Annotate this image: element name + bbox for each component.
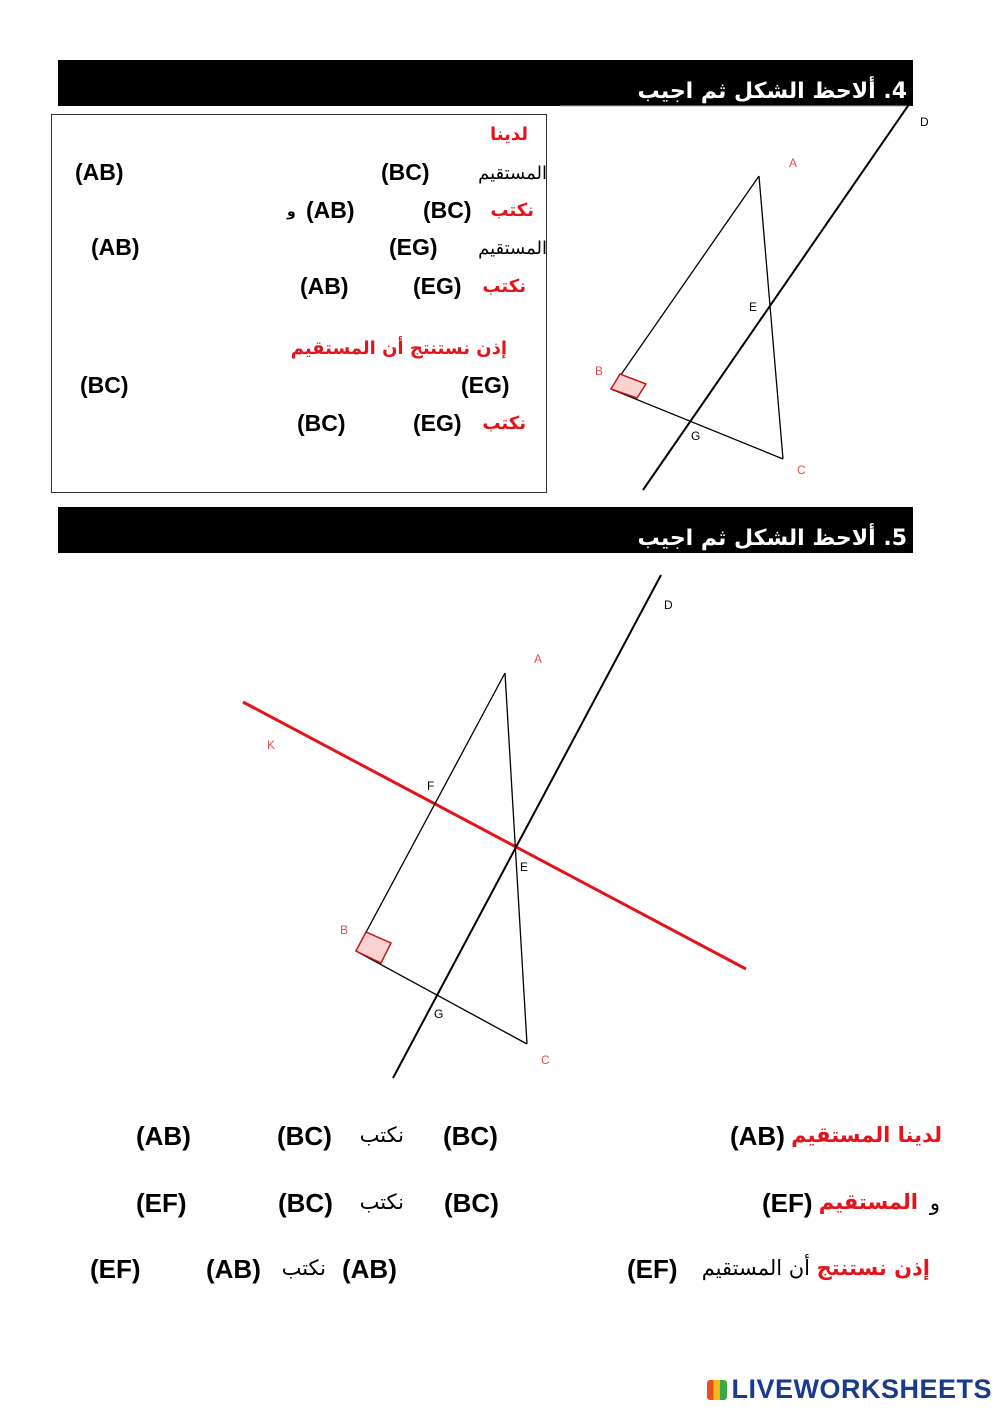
figure5-label-a: A	[534, 652, 543, 666]
figure5-label-g: G	[434, 1007, 444, 1021]
write3-word: نكتب	[482, 413, 526, 434]
line1-word: المستقيم	[478, 163, 547, 184]
figure4-label-c: C	[797, 463, 806, 477]
row2-b: (BC)	[444, 1188, 499, 1218]
write2-b: (AB)	[300, 273, 349, 299]
row2-lead: المستقيم	[818, 1190, 918, 1214]
section5-figure	[240, 570, 760, 1082]
figure4-right-angle-mark	[611, 374, 646, 398]
figure4-segment-bc	[611, 389, 783, 459]
figure5-line-d	[393, 575, 661, 1078]
figure5-label-c: C	[541, 1053, 550, 1067]
row3-lead: إذن نستنتج	[816, 1256, 930, 1280]
row3-write: نكتب	[281, 1256, 326, 1280]
figure4-label-e: E	[749, 300, 758, 314]
given-label: لدينا	[489, 124, 528, 145]
section5-header-bar	[58, 507, 913, 553]
write1-b: (AB)	[306, 197, 355, 223]
row3-a: (EF)	[627, 1254, 678, 1284]
section4-header-bar	[58, 60, 913, 106]
line2-b: (AB)	[91, 234, 140, 260]
logo-mark-icon	[707, 1380, 727, 1400]
figure5-label-b: B	[340, 923, 349, 937]
figure5-label-f: F	[427, 779, 435, 793]
line1-b: (AB)	[75, 159, 124, 185]
figure4-label-b: B	[595, 364, 604, 378]
figure4-label-a: A	[789, 156, 798, 170]
line3-a: (EG)	[461, 372, 510, 398]
logo-text: LIVEWORKSHEETS	[731, 1374, 992, 1404]
row2-d: (EF)	[136, 1188, 187, 1218]
write2-a: (EG)	[413, 273, 462, 299]
line2-a: (EG)	[389, 234, 438, 260]
row2-write: نكتب	[359, 1190, 404, 1214]
row3-rest: أن المستقيم	[701, 1256, 810, 1280]
write2-word: نكتب	[482, 276, 526, 297]
figure5-line-k	[243, 702, 746, 969]
row2-and: و	[929, 1191, 940, 1215]
figure5-label-d: D	[664, 598, 673, 612]
figure5-label-k: K	[267, 738, 276, 752]
figure5-segment-bc	[356, 951, 527, 1044]
row1-a: (AB)	[730, 1121, 785, 1151]
row1-write: نكتب	[359, 1123, 404, 1147]
write1-a: (BC)	[423, 197, 472, 223]
write1-and: و	[287, 204, 296, 220]
write1-word: نكتب	[490, 200, 534, 221]
row3-c: (AB)	[206, 1254, 261, 1284]
row2-c: (BC)	[278, 1188, 333, 1218]
row1-lead: لدينا المستقيم	[791, 1123, 942, 1147]
line1-a: (BC)	[381, 159, 430, 185]
figure5-label-e: E	[520, 860, 529, 874]
row1-b: (BC)	[443, 1121, 498, 1151]
row1-c: (BC)	[277, 1121, 332, 1151]
write3-a: (EG)	[413, 410, 462, 436]
row2-a: (EF)	[762, 1188, 813, 1218]
section5-header-text: 5. ألاحظ الشكل ثم اجيب	[637, 526, 907, 551]
line2-word: المستقيم	[478, 238, 547, 259]
figure4-segment-ab	[611, 176, 759, 389]
figure4-label-g: G	[691, 429, 701, 443]
section4-header-text: 4. ألاحظ الشكل ثم اجيب	[637, 79, 907, 104]
liveworksheets-logo	[707, 1374, 992, 1405]
figure5-segment-ac	[505, 673, 527, 1044]
write3-b: (BC)	[297, 410, 346, 436]
figure4-label-d: D	[920, 115, 929, 129]
row1-d: (AB)	[136, 1121, 191, 1151]
section4-figure	[560, 104, 960, 496]
row3-b: (AB)	[342, 1254, 397, 1284]
conclude-label: إذن نستنتج أن المستقيم	[290, 338, 507, 359]
line3-b: (BC)	[80, 372, 129, 398]
figure5-right-angle-mark	[356, 932, 391, 963]
row3-d: (EF)	[90, 1254, 141, 1284]
figure4-line-d	[643, 104, 912, 490]
